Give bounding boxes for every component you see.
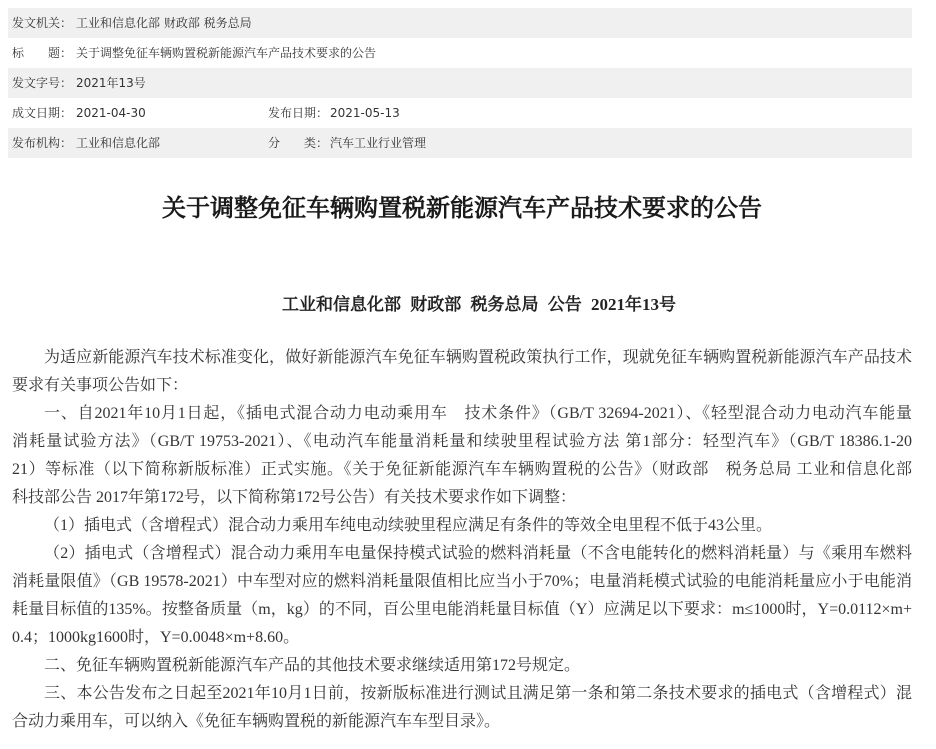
publish-date-label: 发布日期： [268,106,329,120]
issuing-authority-label: 发文机关： [12,16,73,30]
text-line: 耗量目标值的135%。按整备质量（m，kg）的不同，百公里电能消耗量目标值（Y）应满足以下要求：m≤1000时，Y=0.0112×m+ [12,601,912,618]
title-value: 关于调整免征车辆购置税新能源汽车产品技术要求的公告 [76,46,377,60]
written-date-label: 成文日期： [12,106,73,120]
info-row-publisher-category [8,128,912,158]
document-issuer-line: 工业和信息化部 财政部 税务总局 公告 2021年13号 [282,295,676,314]
document-title: 关于调整免征车辆购置税新能源汽车产品技术要求的公告 [162,194,762,222]
paragraph-sub-item-2 [12,540,912,652]
category-value: 汽车工业行业管理 [330,136,427,150]
text-line: 三、本公告发布之日起至2021年10月1日前，按新版标准进行测试且满足第一条和第二条技术要求的插电式（含增程式）混 [44,685,912,702]
category-label: 分 类： [268,136,329,150]
info-row-title [8,38,912,68]
paragraph-item-2 [12,652,912,680]
document-number-value: 2021年13号 [76,76,146,90]
text-line: 一、自2021年10月1日起，《插电式混合动力电动乘用车 技术条件》（GB/T 32694-2021）、《轻型混合动力电动汽车能量 [44,405,912,422]
issuing-authority-value: 工业和信息化部 财政部 税务总局 [76,16,252,30]
text-line: 科技部公告 2017年第172号，以下简称第172号公告）有关技术要求作如下调整： [12,489,577,506]
paragraph-intro [12,344,912,400]
info-row-dates [8,98,912,128]
title-label: 标 题： [12,46,73,60]
text-line: 0.4；1000kg1600时，Y=0.0048×m+8.60。 [12,629,300,646]
text-line: 要求有关事项公告如下： [12,377,189,394]
document-info-table [8,8,912,158]
text-line: 合动力乘用车，可以纳入《免征车辆购置税的新能源汽车车型目录》。 [12,713,501,730]
document-number-label: 发文字号： [12,76,73,90]
text-line: （1）插电式（含增程式）混合动力乘用车纯电动续驶里程应满足有条件的等效全电里程不低于43公里。 [44,517,773,534]
paragraph-item-1 [12,400,912,512]
text-line: 消耗量试验方法》（GB/T 19753-2021）、《电动汽车能量消耗量和续驶里程试验方法 第1部分：轻型汽车》（GB/T 18386.1-20 [12,433,912,450]
text-line: 21）等标准（以下简称新版标准）正式实施。《关于免征新能源汽车车辆购置税的公告》（财政部 税务总局 工业和信息化部 [12,461,912,478]
info-row-document-number [8,68,912,98]
text-line: 为适应新能源汽车技术标准变化，做好新能源汽车免征车辆购置税政策执行工作，现就免征车辆购置税新能源汽车产品技术 [44,349,912,366]
publish-date-value: 2021-05-13 [330,106,400,120]
written-date-value: 2021-04-30 [76,106,146,120]
publisher-label: 发布机构： [12,136,73,150]
publisher-value: 工业和信息化部 [76,136,161,150]
paragraph-item-3 [12,680,912,736]
text-line: 二、免征车辆购置税新能源汽车产品的其他技术要求继续适用第172号规定。 [44,657,581,674]
document-body [12,344,912,736]
text-line: （2）插电式（含增程式）混合动力乘用车电量保持模式试验的燃料消耗量（不含电能转化的燃料消耗量）与《乘用车燃料 [44,545,912,562]
info-row-issuing-authority [8,8,912,38]
paragraph-sub-item-1 [12,512,912,540]
text-line: 消耗量限值》（GB 19578-2021）中车型对应的燃料消耗量限值相比应当小于70%；电量消耗模式试验的电能消耗量应小于电能消 [12,573,912,590]
